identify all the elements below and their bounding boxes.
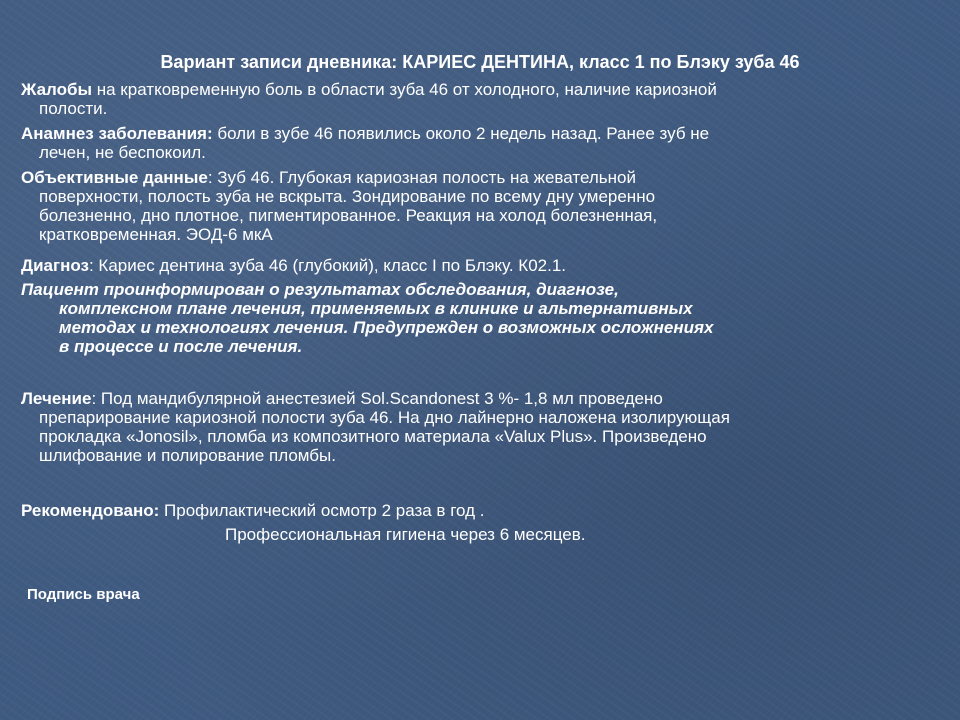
- complaints-text-cont: полости.: [39, 99, 108, 118]
- objective-text-line3: болезненно, дно плотное, пигментированное. Реакция на холод болезненная,: [39, 206, 658, 225]
- patient-informed-notice: [21, 280, 931, 356]
- recommended-text: Профилактический осмотр 2 раза в год .: [159, 501, 485, 520]
- complaints-label: Жалобы: [21, 80, 93, 99]
- notice-line3: методах и технологиях лечения. Предупрежден о возможных осложнениях: [59, 318, 714, 337]
- objective-text-line4: кратковременная. ЭОД-6 мкА: [39, 225, 273, 244]
- doctor-signature-label: Подпись врача: [27, 586, 140, 603]
- diagnosis-paragraph: [21, 256, 921, 275]
- treatment-label: Лечение: [21, 389, 92, 408]
- anamnesis-label: Анамнез заболевания:: [21, 124, 213, 143]
- treatment-text-line4: шлифование и полирование пломбы.: [39, 446, 336, 465]
- objective-text: : Зуб 46. Глубокая кариозная полость на жевательной: [207, 168, 636, 187]
- notice-line2: комплексном плане лечения, применяемых в клинике и альтернативных: [59, 299, 693, 318]
- complaints-text: на кратковременную боль в области зуба 46 от холодного, наличие кариозной: [92, 80, 717, 99]
- diagnosis-text: : Кариес дентина зуба 46 (глубокий), класс I по Блэку. К02.1.: [88, 256, 567, 275]
- notice-line1: Пациент проинформирован о результатах обследования, диагнозе,: [21, 280, 619, 299]
- complaints-paragraph: [21, 80, 921, 118]
- slide-title: Вариант записи дневника: КАРИЕС ДЕНТИНА, класс 1 по Блэку зуба 46: [160, 52, 800, 72]
- treatment-paragraph: [21, 389, 921, 465]
- anamnesis-paragraph: [21, 124, 921, 162]
- notice-line4: в процессе и после лечения.: [59, 337, 303, 356]
- diagnosis-label: Диагноз: [21, 256, 89, 275]
- treatment-text-line3: прокладка «Jonosil», пломба из композитного материала «Valux Plus». Произведено: [39, 427, 707, 446]
- treatment-text: : Под мандибулярной анестезией Sol.Scandonest 3 %- 1,8 мл проведено: [91, 389, 663, 408]
- objective-text-line2: поверхности, полость зуба не вскрыта. Зондирование по всему дну умеренно: [39, 187, 656, 206]
- objective-paragraph: [21, 168, 921, 244]
- anamnesis-text-cont: лечен, не беспокоил.: [39, 143, 206, 162]
- recommended-label: Рекомендовано:: [21, 501, 160, 520]
- objective-label: Объективные данные: [21, 168, 208, 187]
- anamnesis-text: боли в зубе 46 появились около 2 недель назад. Ранее зуб не: [212, 124, 710, 143]
- recommended-hygiene: Профессиональная гигиена через 6 месяцев.: [225, 525, 586, 544]
- treatment-text-line2: препарирование кариозной полости зуба 46. На дно лайнерно наложена изолирующая: [39, 408, 730, 427]
- recommended-paragraph: [21, 501, 921, 520]
